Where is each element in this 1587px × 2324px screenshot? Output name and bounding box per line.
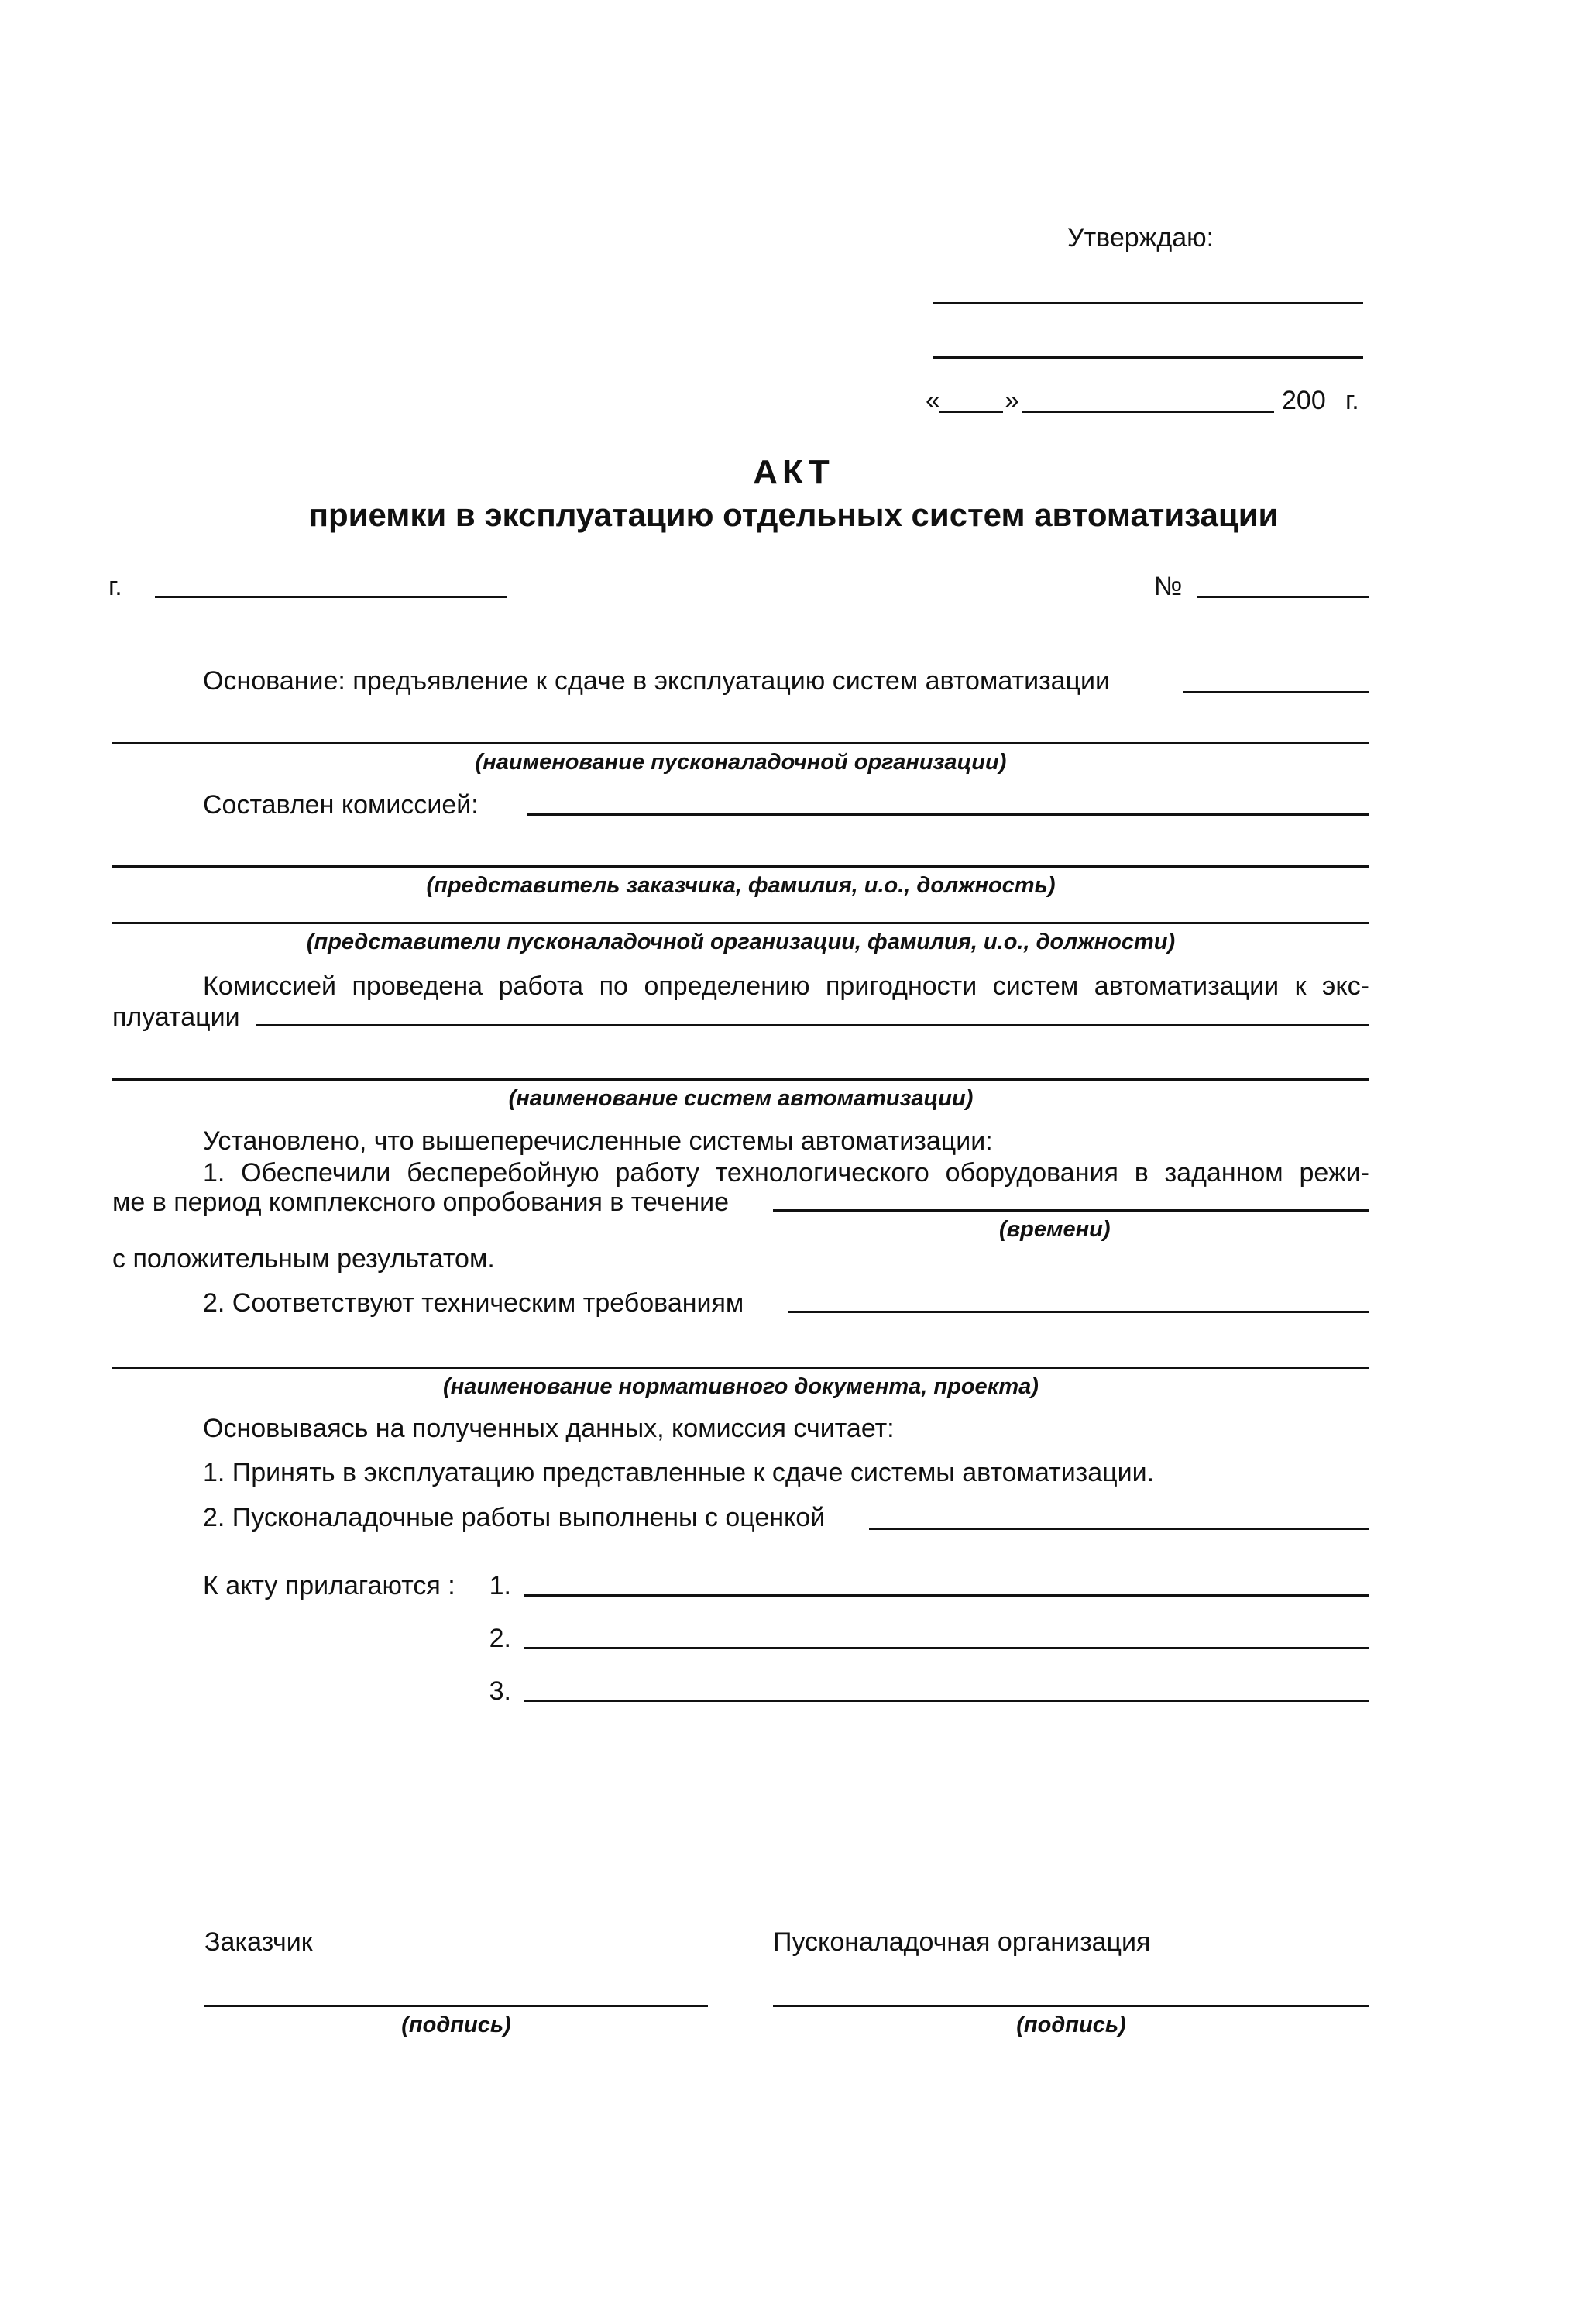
attachment-line-1[interactable] — [524, 1594, 1369, 1597]
work-text-line-1: Комиссией проведена работа по определению пригодности систем автоматизации к экс- — [203, 971, 1369, 1001]
commission-label: Составлен комиссией: — [203, 790, 479, 820]
approval-year: 200 — [1282, 386, 1326, 415]
attachment-number-1: 1. — [489, 1571, 511, 1600]
approval-quote-open: « — [926, 386, 940, 415]
number-field-line[interactable] — [1197, 596, 1369, 598]
contractor-signature-line[interactable] — [773, 2005, 1369, 2007]
approval-quote-close: » — [1005, 386, 1019, 415]
attachments-label: К акту прилагаются : — [203, 1571, 455, 1600]
conclusion-item2: 2. Пусконаладочные работы выполнены с оценкой — [203, 1503, 826, 1532]
contractor-representatives-line[interactable] — [112, 922, 1369, 924]
city-field-line[interactable] — [155, 596, 507, 598]
findings-item2: 2. Соответствуют техническим требованиям — [203, 1288, 744, 1318]
basis-caption: (наименование пусконаладочной организации) — [475, 750, 1007, 775]
document-subtitle: приемки в эксплуатацию отдельных систем автоматизации — [308, 497, 1279, 533]
attachment-line-2[interactable] — [524, 1647, 1369, 1649]
approval-line-2[interactable] — [933, 356, 1363, 359]
normative-document-caption: (наименование нормативного документа, проекта) — [443, 1374, 1039, 1399]
customer-representative-caption: (представитель заказчика, фамилия, и.о., должность) — [426, 873, 1056, 898]
document-title: АКТ — [753, 453, 834, 491]
normative-document-line[interactable] — [112, 1367, 1369, 1369]
attachment-number-2: 2. — [489, 1624, 511, 1653]
requirements-field-line[interactable] — [788, 1311, 1369, 1313]
commission-field-line[interactable] — [527, 813, 1369, 816]
approval-line-1[interactable] — [933, 302, 1363, 304]
systems-name-caption: (наименование систем автоматизации) — [508, 1086, 974, 1111]
basis-text: Основание: предъявление к сдаче в эксплуатацию систем автоматизации — [203, 666, 1111, 696]
basis-field-line[interactable] — [1183, 691, 1369, 693]
contractor-label: Пусконаладочная организация — [773, 1927, 1151, 1957]
grade-field-line[interactable] — [869, 1528, 1369, 1530]
approval-heading: Утверждаю: — [1067, 223, 1214, 253]
customer-signature-caption: (подпись) — [401, 2013, 511, 2037]
findings-item1-line-1: 1. Обеспечили бесперебойную работу технологического оборудования в заданном режи- — [203, 1158, 1369, 1188]
test-duration-line[interactable] — [773, 1209, 1369, 1212]
approval-day-line[interactable] — [939, 411, 1003, 413]
approval-month-line[interactable] — [1022, 411, 1274, 413]
findings-item1-line-3: с положительным результатом. — [112, 1244, 495, 1274]
conclusion-intro: Основываясь на полученных данных, комиссия считает: — [203, 1414, 895, 1443]
findings-intro: Установлено, что вышеперечисленные системы автоматизации: — [203, 1126, 993, 1156]
city-prefix: г. — [108, 572, 122, 601]
work-text-line-2: плуатации — [112, 1002, 240, 1032]
approval-year-suffix: г. — [1345, 386, 1359, 415]
customer-signature-line[interactable] — [204, 2005, 708, 2007]
customer-label: Заказчик — [204, 1927, 313, 1957]
attachment-number-3: 3. — [489, 1676, 511, 1706]
time-caption: (времени) — [999, 1217, 1111, 1242]
systems-name-line[interactable] — [112, 1078, 1369, 1081]
contractor-representatives-caption: (представители пусконаладочной организации, фамилия, и.о., должности) — [306, 930, 1176, 954]
conclusion-item1: 1. Принять в эксплуатацию представленные к сдаче системы автоматизации. — [203, 1458, 1155, 1487]
attachment-line-3[interactable] — [524, 1700, 1369, 1702]
basis-organization-line[interactable] — [112, 742, 1369, 744]
findings-item1-line-2: ме в период комплексного опробования в течение — [112, 1188, 730, 1217]
customer-representative-line[interactable] — [112, 865, 1369, 868]
work-field-line[interactable] — [256, 1024, 1369, 1026]
contractor-signature-caption: (подпись) — [1016, 2013, 1126, 2037]
number-prefix: № — [1154, 572, 1183, 601]
